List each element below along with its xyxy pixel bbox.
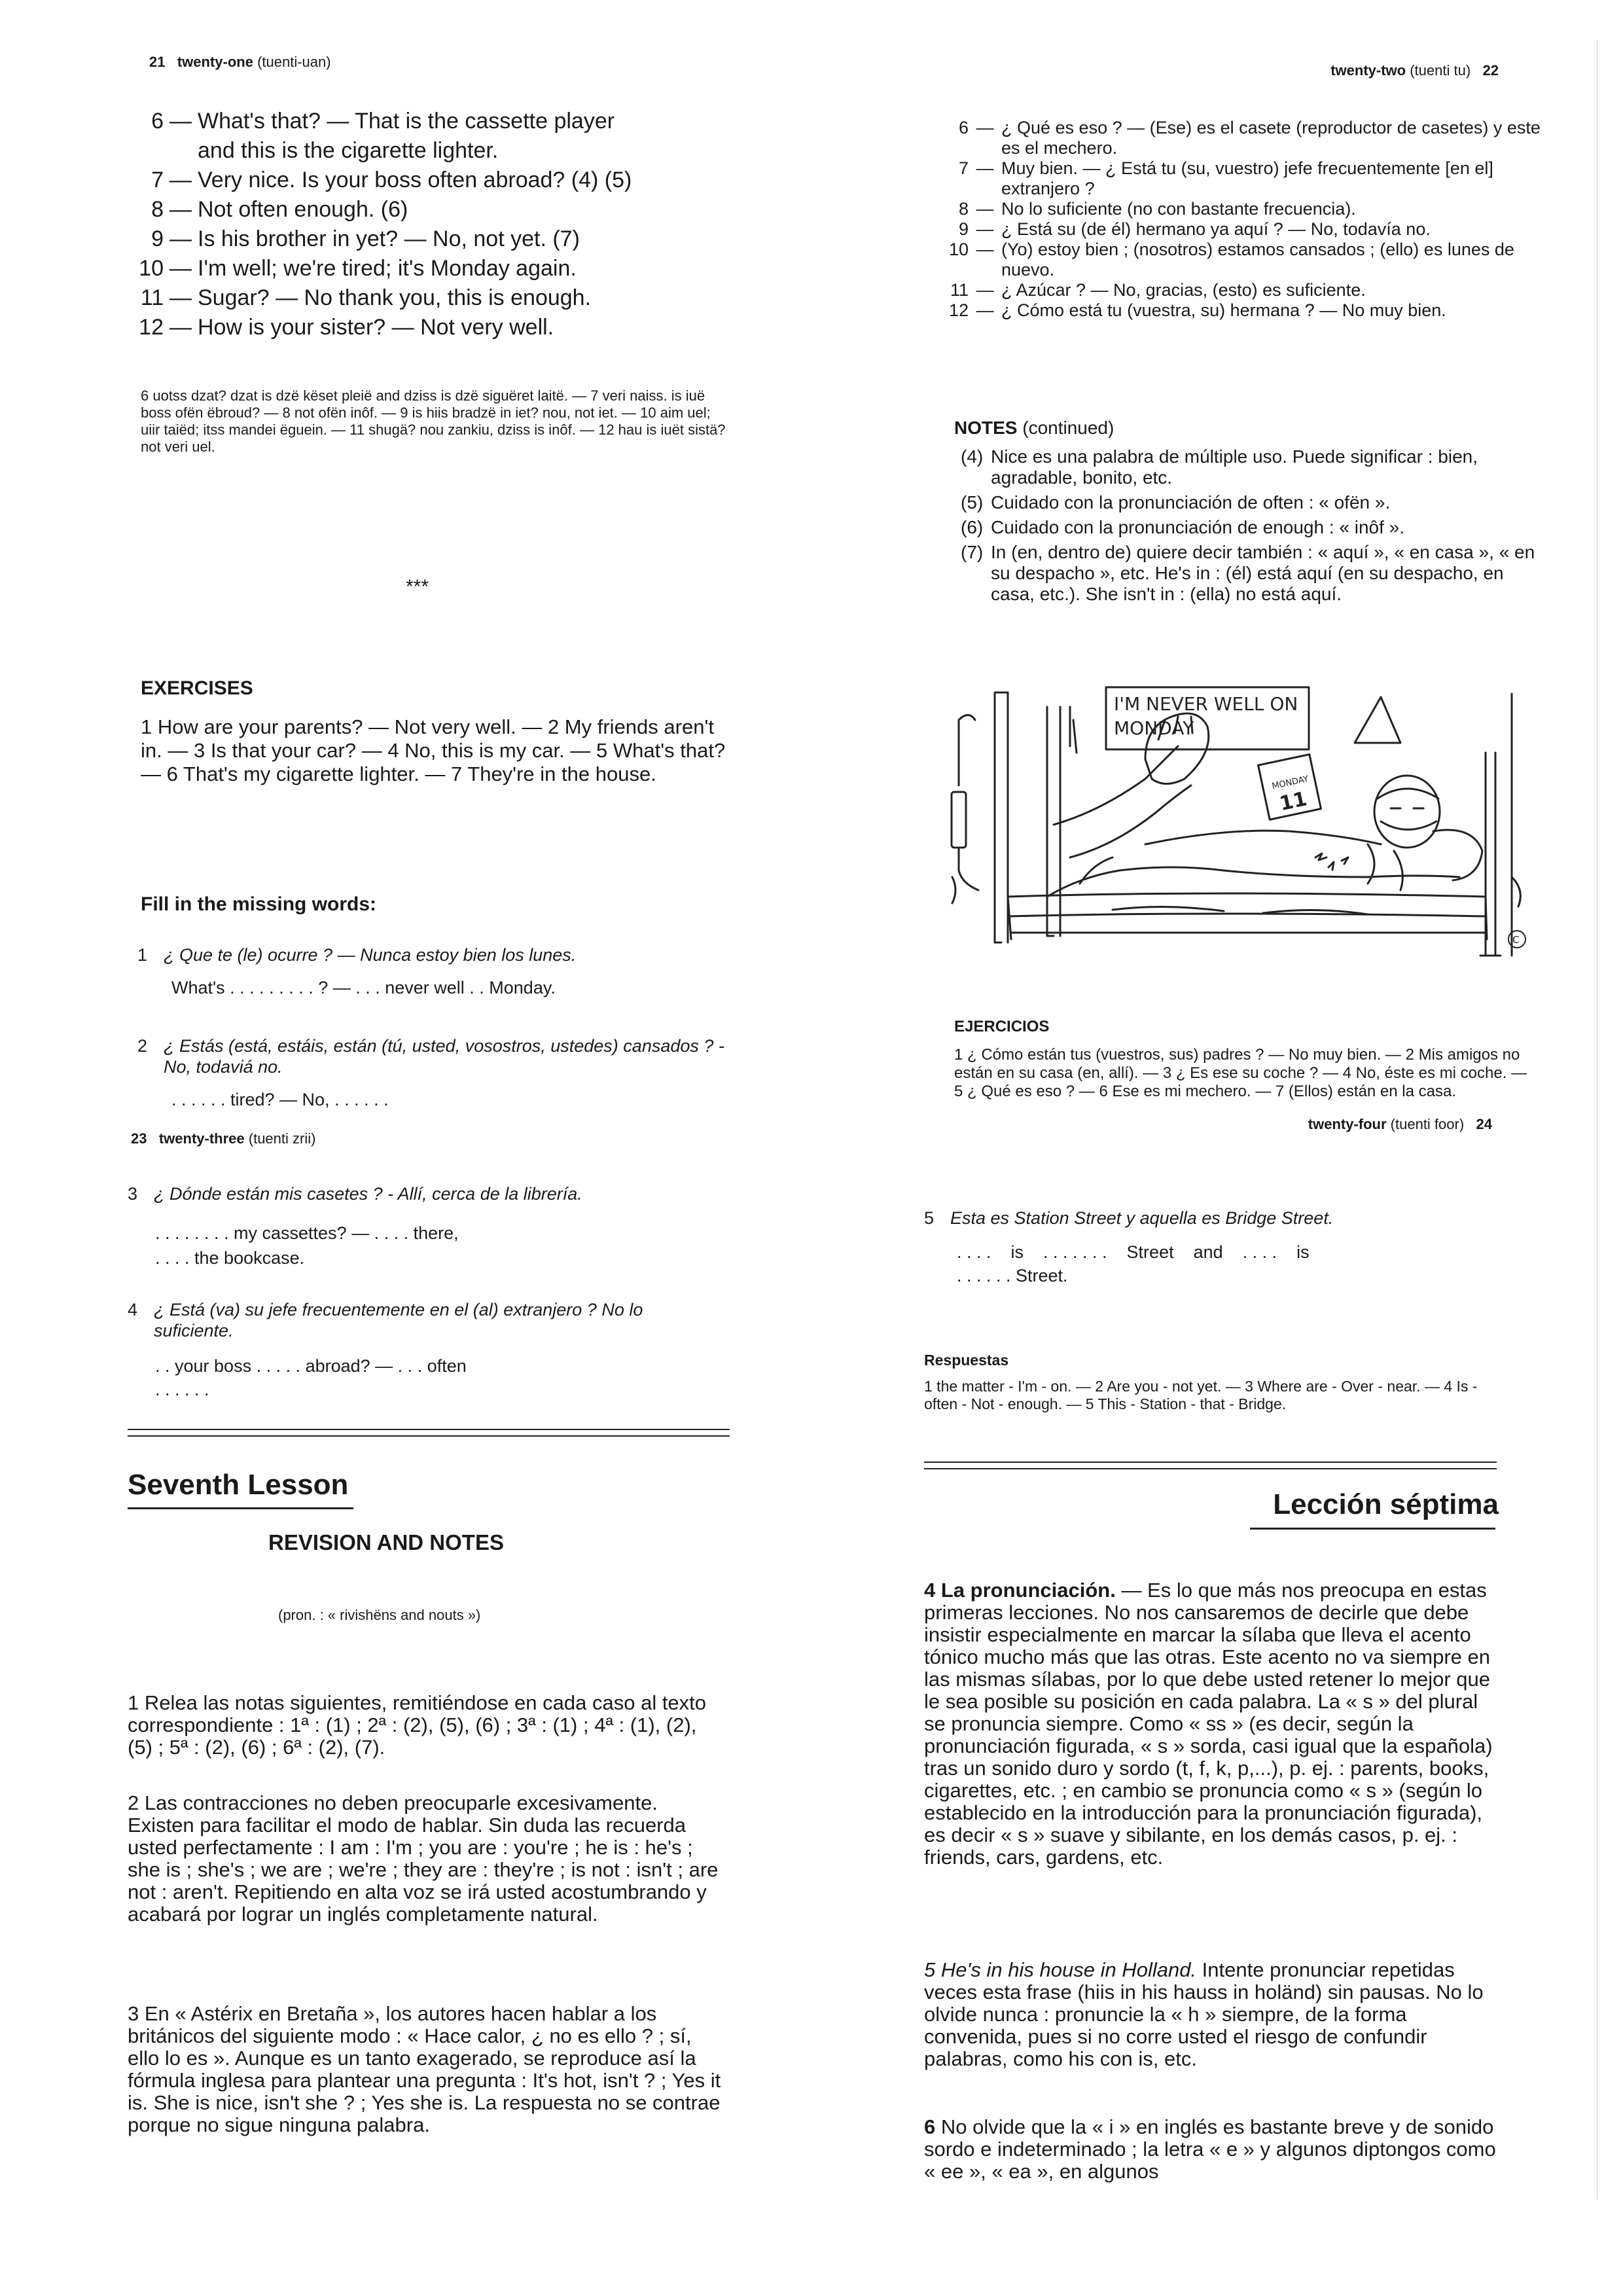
paragraph-6: 6 No olvide que la « i » en inglés es bastante breve y de sonido sordo e indeterminado ; la letra « e » y algunos diptongos como « ee », « ea », en algunos bbox=[924, 2115, 1496, 2183]
fill-item-3: 3 ¿ Dónde están mis casetes ? - Allí, cerca de la librería. . . . . . . . . my cassettes? — . . . . there, . . . . the bookcase. bbox=[128, 1183, 704, 1268]
fill-question: ¿ Está (va) su jefe frecuentemente en el (al) extranjero ? No lo suficiente. bbox=[154, 1300, 643, 1340]
title-underline bbox=[128, 1507, 353, 1509]
dialogue-line: What's that? — That is the cassette player bbox=[198, 109, 615, 134]
fill-title: Fill in the missing words: bbox=[141, 893, 377, 915]
fill-answer: . . . . . . . . my cassettes? — . . . . there, bbox=[155, 1223, 459, 1243]
translation-line: ¿ Azúcar ? — No, gracias, (esto) es suficiente. bbox=[1001, 280, 1366, 300]
sick-man-in-bed-drawing bbox=[949, 681, 1538, 962]
lesson-pronunciation: (pron. : « rivishëns and nouts ») bbox=[278, 1607, 481, 1623]
dialogue-line: and this is the cigarette lighter. bbox=[198, 138, 499, 163]
fill-item-4: 4 ¿ Está (va) su jefe frecuentemente en el (al) extranjero ? No lo suficiente. . . your boss . . . . . abroad? — . . . often . . . . . . bbox=[128, 1299, 704, 1400]
divider bbox=[128, 1429, 730, 1430]
fill-answer: . . . . . . Street. bbox=[957, 1266, 1068, 1285]
note-text: Cuidado con la pronunciación de enough : « inôf ». bbox=[991, 517, 1405, 537]
fill-answer: . . your boss . . . . . abroad? — . . . often bbox=[155, 1356, 467, 1376]
dialogue-line: Is his brother in yet? — No, not yet. (7) bbox=[198, 226, 580, 251]
note-text: Nice es una palabra de múltiple uso. Puede significar : bien, agradable, bonito, etc. bbox=[991, 446, 1478, 488]
page-pron: (tuenti-uan) bbox=[257, 54, 331, 70]
dialogue-line: Sugar? — No thank you, this is enough. bbox=[198, 285, 592, 310]
fill-question: ¿ Que te (le) ocurre ? — Nunca estoy bien los lunes. bbox=[164, 945, 577, 965]
divider bbox=[924, 1468, 1497, 1469]
dialogue-line: How is your sister? — Not very well. bbox=[198, 315, 554, 340]
notes-continued: (continued) bbox=[1022, 418, 1115, 438]
calendar-day-text: MONDAY bbox=[1271, 774, 1310, 792]
fill-answer: What's . . . . . . . . . ? — . . . never well . . Monday. bbox=[171, 978, 556, 997]
paragraph-5: 5 He's in his house in Holland. Intente pronunciar repetidas veces esta frase (hiis in his hauss in holänd) sin pausas. No lo olvide nunca : pronuncie la « h » siempre, de la forma convenida, pues si no corre usted el riesgo de confundir palabras, como his con is, etc. bbox=[924, 1958, 1484, 2070]
divider bbox=[924, 1462, 1497, 1463]
lesson-title: Seventh Lesson bbox=[128, 1469, 349, 1501]
leccion-title: Lección séptima bbox=[1273, 1488, 1499, 1520]
spanish-translation: 6 — ¿ Qué es eso ? — (Ese) es el casete (reproductor de casetes) y este es el mechero. 7 — Muy bien. — ¿ Está tu (su, vuestro) jefe frecuentemente [en el] extranjero ? 8 — No lo suficiente (no con bastante frecuencia). 9 — ¿ Está su (de él) hermano ya aquí ? — No, todavía no. 10 — (Yo) estoy bien ; (nosotros) estamos cansados ; (ello) es lunes de nuevo. 11 — ¿ Azúcar ? — No, gracias, (esto) es suficiente. 12 — ¿ Cómo está tu (vuestra, su) hermana ? — No muy bien. bbox=[942, 118, 1544, 321]
cartoon-illustration bbox=[949, 681, 1538, 962]
translation-line: (Yo) estoy bien ; (nosotros) estamos cansados ; (ello) es lunes de nuevo. bbox=[1001, 240, 1514, 279]
dialogue-line: Not often enough. (6) bbox=[198, 197, 408, 222]
page-number: 21 bbox=[149, 54, 166, 70]
translation-line: ¿ Cómo está tu (vuestra, su) hermana ? — No muy bien. bbox=[1001, 300, 1446, 320]
dialogue-line: I'm well; we're tired; it's Monday again. bbox=[198, 256, 577, 281]
translation-line: ¿ Qué es eso ? — (Ese) es el casete (reproductor de casetes) y este es el mechero. bbox=[1001, 118, 1541, 158]
left-page-header bbox=[149, 54, 331, 71]
translation-line: ¿ Está su (de él) hermano ya aquí ? — No, todavía no. bbox=[1001, 219, 1431, 239]
calendar-number-text: 11 bbox=[1277, 787, 1310, 816]
respuestas-text: 1 the matter - I'm - on. — 2 Are you - not yet. — 3 Where are - Over - near. — 4 Is - often - Not - enough. — 5 This - Station - that - Bridge. bbox=[924, 1378, 1478, 1412]
exercises-text: 1 How are your parents? — Not very well. — 2 My friends aren't in. — 3 Is that your car? — 4 No, this is my car. — 5 What's that? — 6 That's my cigarette lighter. — 7 They're in the house. bbox=[141, 715, 726, 785]
fill-answer: . . . . is . . . . . . . Street and . . . . is bbox=[957, 1242, 1310, 1262]
revision-note-2: 2 Las contracciones no deben preocuparle excesivamente. Existen para facilitar el modo de hablar. Sin duda las recuerda usted perfectamente : I am : I'm ; you are : you're ; he is : he's ; she is ; she's ; we are ; we're ; they are : they're ; is not : isn't ; are not : aren't. Repitiendo en alta voz se irá usted acostumbrando y acabará por lograr un inglés completamente natural. bbox=[128, 1791, 719, 1926]
right-page-header: twenty-two (tuenti tu) 22 bbox=[1330, 62, 1499, 79]
divider bbox=[128, 1435, 730, 1437]
revision-note-3: 3 En « Astérix en Bretaña », los autores hacen hablar a los británicos del siguiente modo : « Hace calor, ¿ no es ello ? ; sí, ello lo es ». Aunque es un tanto exagerado, se reproduce así la fórmula inglesa para plantear una pregunta : It's hot, isn't ? ; Yes it is. She is nice, isn't she ? ; Yes she is. La respuesta no se contrae porque no sigue ninguna palabra. bbox=[128, 2002, 721, 2136]
note-text: Cuidado con la pronunciación de often : « ofën ». bbox=[991, 492, 1391, 512]
fill-item-5: 5 Esta es Station Street y aquella es Bridge Street. . . . . is . . . . . . . Street and . . . . is . . . . . . Street. bbox=[924, 1208, 1500, 1286]
svg-text:C: C bbox=[1512, 934, 1520, 946]
fill-question: ¿ Dónde están mis casetes ? - Allí, cerca de la librería. bbox=[154, 1184, 582, 1204]
notes-title: NOTES bbox=[954, 418, 1018, 438]
fill-item-2: 2 ¿ Estás (está, estáis, están (tú, usted, vosostros, ustedes) cansados ? - No, todaviá no. . . . . . . tired? — No, . . . . . . bbox=[137, 1035, 726, 1110]
cartoon-sign-text: I'M NEVER WELL ON MONDAY bbox=[1114, 693, 1298, 739]
fill-answer: . . . . the bookcase. bbox=[155, 1248, 305, 1268]
section-stars: *** bbox=[406, 576, 429, 598]
translation-line: Muy bien. — ¿ Está tu (su, vuestro) jefe frecuentemente [en el] extranjero ? bbox=[1001, 158, 1493, 198]
fill-question: ¿ Estás (está, estáis, están (tú, usted, vosostros, ustedes) cansados ? - No, todaviá no. bbox=[164, 1036, 724, 1077]
right-sub-header: twenty-four (tuenti foor) 24 bbox=[1308, 1116, 1492, 1132]
respuestas-title: Respuestas bbox=[924, 1352, 1009, 1369]
title-underline bbox=[1250, 1528, 1495, 1530]
ejercicios-text: 1 ¿ Cómo están tus (vuestros, sus) padres ? — No muy bien. — 2 Mis amigos no están en su casa (en, allí). — 3 ¿ Es ese su coche ? — 4 No, éste es mi coche. — 5 ¿ Qué es eso ? — 6 Ese es mi mechero. — 7 (Ellos) están en la casa. bbox=[954, 1046, 1527, 1100]
note-text: In (en, dentro de) quiere decir también : « aquí », « en casa », « en su despacho », etc. He's in : (él) está aquí (en su despacho, en casa, etc.). She isn't in : (ella) no está aquí. bbox=[991, 542, 1535, 604]
exercises-title: EXERCISES bbox=[141, 677, 253, 699]
fill-answer: . . . . . . tired? — No, . . . . . . bbox=[171, 1090, 389, 1109]
translation-line: No lo suficiente (no con bastante frecuencia). bbox=[1001, 199, 1356, 219]
left-sub-header: 23 twenty-three (tuenti zrii) bbox=[131, 1130, 316, 1147]
revision-note-1: 1 Relea las notas siguientes, remitiéndose en cada caso al texto correspondiente : 1ª : (1) ; 2ª : (2), (5), (6) ; 3ª : (1) ; 4ª : (1), (2), (5) ; 5ª : (2), (6) ; 6ª : (2), (7). bbox=[128, 1691, 707, 1759]
dialogue-line: Very nice. Is your boss often abroad? (4) (5) bbox=[198, 168, 632, 192]
fill-item-1: 1 ¿ Que te (le) ocurre ? — Nunca estoy bien los lunes. What's . . . . . . . . . ? — . . . never well . . Monday. bbox=[137, 944, 726, 998]
ejercicios-title: EJERCICIOS bbox=[954, 1018, 1050, 1035]
lesson-subtitle: REVISION AND NOTES bbox=[268, 1530, 504, 1554]
figured-pronunciation: 6 uotss dzat? dzat is dzë këset pleië and dziss is dzë siguëret laitë. — 7 veri naiss. is iuë boss ofën ëbroud? — 8 not ofën inôf. — 9 is hiis bradzë in iet? nou, not iet. — 10 aim uel; uiir taiëd; itss mandei ëguein. — 11 shugä? nou zankiu, dziss is inôf. — 12 hau is iuët sistä? not veri uel. bbox=[141, 387, 726, 455]
fill-question: Esta es Station Street y aquella es Bridge Street. bbox=[950, 1208, 1334, 1228]
page-word: twenty-one bbox=[177, 54, 253, 70]
paragraph-4: 4 La pronunciación. — Es lo que más nos preocupa en estas primeras lecciones. No nos cansaremos de decirle que debe insistir especialmente en marcar la sílaba que lleva el acento tónico mucho más que las otras. Este acento no va siempre en las mismas sílabas, por lo que debe usted retener lo mejor que le sea posible su posición en cada palabra. La « s » del plural se pronuncia siempre. Como « ss » (es decir, según la pronunciación figurada, « s » sorda, casi igual que la española) tras un sonido duro y sordo (t, f, k, p,...), p. ej. : parents, books, cigarettes, etc. ; en cambio se pronuncia como « s » (según lo establecido en la introducción para la pronunciación figurada), es decir « s » suave y sibilante, en los demás casos, p. ej. : friends, cars, gardens, etc. bbox=[924, 1579, 1493, 1869]
english-dialogue: 6 — What's that? — That is the cassette player and this is the cigarette lighter. 7 — Very nice. Is your boss often abroad? (4) (5) 8 — Not often enough. (6) 9 — Is his brother in yet? — No, not yet. (7) 10 — I'm well; we're tired; it's Monday again. 11 — Sugar? — No thank you, this is enough. 12 — How is your sister? — Not very well. bbox=[124, 107, 753, 342]
notes-heading bbox=[954, 418, 1114, 439]
fill-answer: . . . . . . bbox=[155, 1380, 209, 1399]
notes-list: (4) Nice es una palabra de múltiple uso. Puede significar : bien, agradable, bonito, etc. (5) Cuidado con la pronunciación de often : « ofën ». (6) Cuidado con la pronunciación de enough : « inôf ». (7) In (en, dentro de) quiere decir también : « aquí », « en casa », « en su despacho », etc. He's in : (él) está aquí (en su despacho, en casa, etc.). She isn't in : (ella) no está aquí. bbox=[961, 446, 1543, 609]
